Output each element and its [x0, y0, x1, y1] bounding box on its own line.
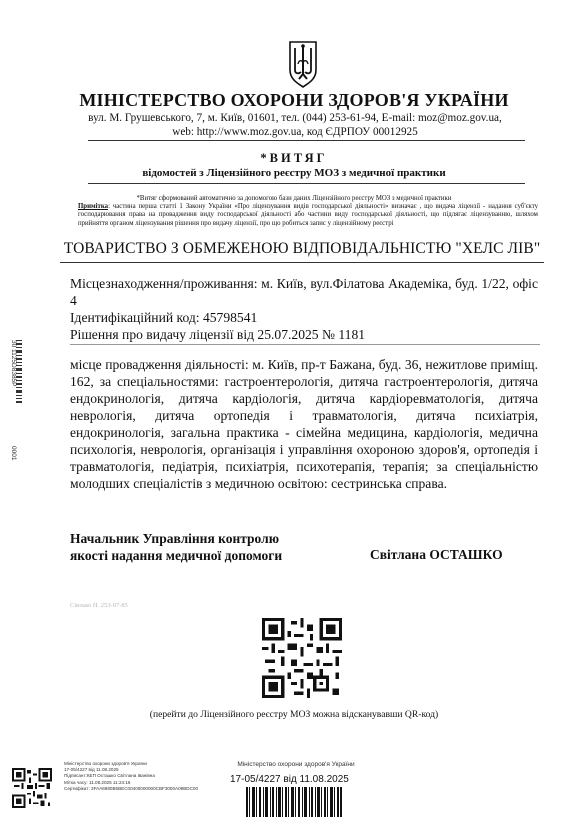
meta-line: 17-05/4227 від 11.08.2025: [64, 767, 119, 773]
address-line-2: web: http://www.moz.gov.ua, код ЄДРПОУ 00012925: [172, 126, 418, 138]
meta-line: Сертифікат: 3FAA6980B5BEC00400000000CBF3000A09BDC00: [64, 785, 199, 791]
document-subtitle: відомостей з Ліцензійного реєстру МОЗ з медичної практики: [142, 167, 446, 179]
stamp-registration-number: 17-05/4227 від 11.08.2025: [230, 774, 349, 785]
company-details: [70, 275, 538, 343]
company-id-code: Ідентифікаційний код: 45798541: [70, 310, 258, 325]
coat-of-arms-icon: [287, 40, 319, 88]
executor-note: Сінзько Н. 253-07-85: [70, 602, 128, 609]
details-divider: [70, 344, 540, 345]
meta-line: Міністерство охорони здоров'я України: [64, 761, 147, 766]
signature-qr-code: [12, 768, 52, 808]
registration-barcode: [246, 787, 342, 817]
registry-qr-code[interactable]: [262, 618, 342, 698]
company-location: Місцезнаходження/проживання: м. Київ, вул.Філатова Академіка, буд. 1/22, офіс 4: [70, 276, 538, 308]
company-underline: [60, 262, 544, 263]
title-divider: [88, 183, 525, 184]
meta-line: Мітка часу: 11.08.2025 11:24:16: [64, 779, 131, 785]
signatory-position: [70, 530, 282, 564]
side-barcode-icon: [4, 340, 28, 470]
auto-generated-note: *Витяг сформований автоматично за допомогою бази даних Ліцензійного реєстру МОЗ з медичної практики: [136, 195, 452, 202]
meta-line: Підписант:КЕП Осташко Світлана Іванівна: [64, 773, 155, 779]
document-title: *ВИТЯГ: [260, 151, 328, 165]
header-divider: [88, 140, 525, 141]
signatory-position-line-2: якості надання медичної допомоги: [70, 548, 283, 563]
signatory-name: Світлана ОСТАШКО: [370, 547, 503, 562]
address-line-1: вул. М. Грушевського, 7, м. Київ, 01601, тел. (044) 253-61-94, E-mail: moz@moz.gov.ua,: [88, 112, 502, 124]
note-text: : частина перша статті 1 Закону України «Про ліцензування видів господарської діяльності» визначає , що видача ліцензії - надання суб'єкту господарювання права на провадження виду господарської діяльності або частини виду господарської діяльності, що підлягає ліцензуванню, шляхом прийняття органом ліцензування рішення про видачу ліцензії, про що робиться запис у ліцензійному реєстрі: [78, 203, 538, 227]
signatory-position-line-1: Начальник Управління контролю: [70, 531, 280, 546]
license-decision: Рішення про видачу ліцензії від 25.07.2025 № 1181: [70, 327, 366, 342]
side-code-top: 30 1125D8385P: [10, 340, 17, 387]
company-name: ТОВАРИСТВО З ОБМЕЖЕНОЮ ВІДПОВІДАЛЬНІСТЮ "ХЕЛС ЛІВ": [63, 240, 541, 257]
ministry-address: [60, 111, 530, 139]
ministry-title: МІНІСТЕРСТВО ОХОРОНИ ЗДОРОВ'Я УКРАЇНИ: [79, 90, 509, 110]
license-note: [78, 203, 538, 228]
side-code-bottom: 0001: [10, 446, 17, 461]
side-document-code: [4, 340, 28, 470]
qr-caption: (перейти до Ліцензійного реєстру МОЗ можна відсканувавши QR-код): [149, 709, 439, 720]
signature-metadata: [64, 761, 198, 792]
note-label: Примітка: [78, 203, 109, 210]
activity-description: місце провадження діяльності: м. Київ, пр-т Бажана, буд. 36, нежитлове приміщ. 162, за спеціальностями: гастроентерологія, дитяча гастроентерологія, дитяча ендокринологія, дитяча кардіологія, дитяча кардіоревматологія, дитяча неврологія, дитяча ортопедія і травматологія, дитяча психіатрія, ендокринологія, загальна практика - сімейна медицина, кардіологія, медична психологія, неврологія, організація і управління охороною здоров'я, ортопедія і травматологія, педіатрія, психіатрія, психотерапія, терапія; за спеціальністю молодших спеціалістів з медичною освітою: сестринська справа.: [70, 357, 538, 491]
stamp-organization: Міністерство охорони здоров'я України: [237, 761, 355, 768]
